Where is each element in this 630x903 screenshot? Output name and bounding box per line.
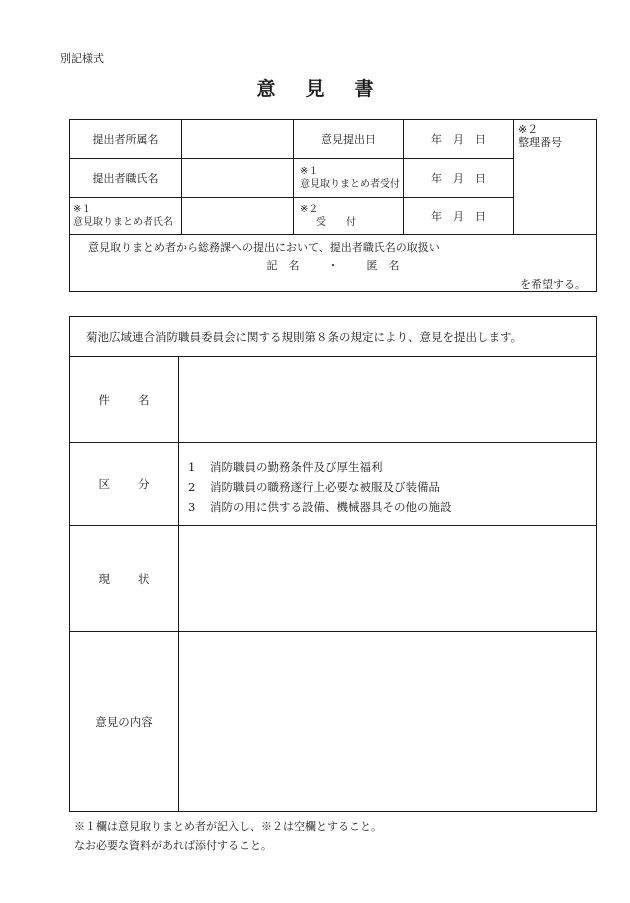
category-options: [179, 443, 597, 526]
coordinator-receipt-text: 意見取りまとめ者受付: [300, 179, 400, 190]
category-option[interactable]: 2 消防職員の職務遂行上必要な被服及び装備品: [188, 480, 440, 494]
name-handling-suffix: を希望する。: [520, 278, 586, 291]
coordinator-name-label: [70, 198, 182, 235]
name-handling-options: [70, 257, 596, 273]
status-field[interactable]: [179, 526, 597, 632]
category-label: 区分: [70, 443, 179, 526]
status-label: 現状: [70, 526, 179, 632]
note2-mark: ※２: [518, 123, 539, 136]
submit-date-label: 意見提出日: [294, 120, 404, 159]
form-label: 別記様式: [60, 52, 104, 65]
note1-mark: ※１: [300, 166, 319, 177]
category-option[interactable]: 3 消防の用に供する設備、機械器具その他の施設: [188, 500, 452, 514]
receipt-label: [294, 198, 404, 235]
coordinator-name-text: 意見取りまとめ者氏名: [73, 217, 173, 228]
affiliation-label: 提出者所属名: [70, 120, 182, 159]
content-field[interactable]: [179, 632, 597, 812]
submit-date-field[interactable]: 年 月 日: [404, 120, 514, 159]
option-named[interactable]: 記 名: [266, 259, 300, 272]
footnote-1: ※１欄は意見取りまとめ者が記入し、※２は空欄とすること。: [74, 820, 382, 833]
coordinator-receipt-date-field[interactable]: 年 月 日: [404, 159, 514, 198]
name-label: 提出者職氏名: [70, 159, 182, 198]
category-option[interactable]: 1 消防職員の勤務条件及び厚生福利: [188, 460, 383, 474]
coordinator-name-field[interactable]: [182, 198, 294, 235]
receipt-text: 受 付: [316, 217, 356, 228]
name-handling-cell: [70, 235, 597, 292]
intro-statement: 菊池広域連合消防職員委員会に関する規則第８条の規定により、意見を提出します。: [70, 317, 597, 357]
footnote-2: なお必要な資料があれば添付すること。: [74, 839, 272, 852]
reference-number-label: 整理番号: [518, 136, 562, 149]
name-field[interactable]: [182, 159, 294, 198]
subject-field[interactable]: [179, 357, 597, 443]
option-anonymous[interactable]: 匿 名: [366, 259, 400, 272]
subject-label: 件名: [70, 357, 179, 443]
option-separator: ・: [327, 259, 339, 272]
affiliation-field[interactable]: [182, 120, 294, 159]
receipt-date-field[interactable]: 年 月 日: [404, 198, 514, 235]
coordinator-receipt-label: [294, 159, 404, 198]
note1-mark: ※１: [73, 204, 92, 215]
note2-mark: ※２: [300, 204, 319, 215]
header-info-table: [69, 119, 597, 292]
reference-number-cell[interactable]: [514, 120, 597, 235]
page-title: 意見書: [256, 78, 404, 100]
content-label: 意見の内容: [70, 632, 179, 812]
name-handling-instruction: 意見取りまとめ者から総務課への提出において、提出者職氏名の取扱い: [88, 241, 440, 254]
opinion-table: [69, 316, 597, 812]
